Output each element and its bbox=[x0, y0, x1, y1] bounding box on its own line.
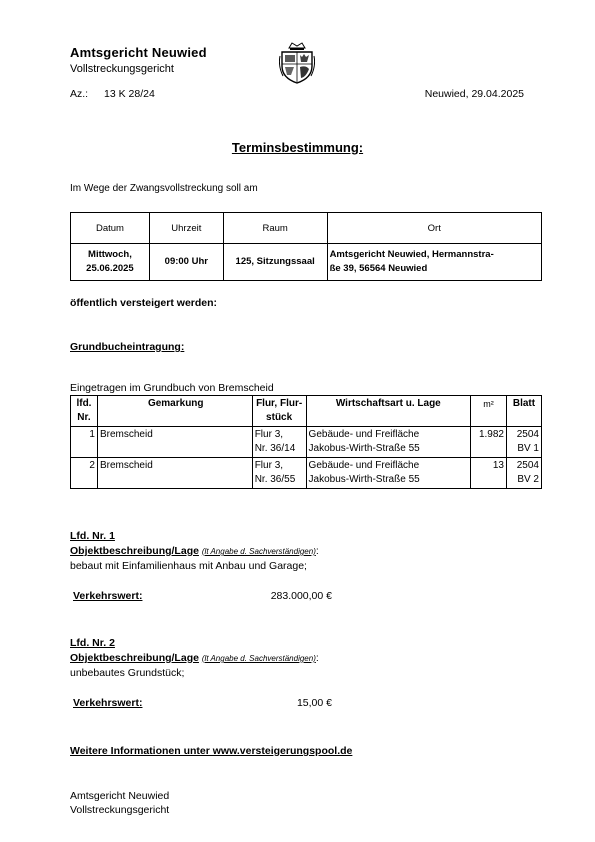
object-1-value-label: Verkehrswert: bbox=[73, 590, 143, 602]
court-department: Vollstreckungsgericht bbox=[70, 63, 174, 75]
schedule-header-place: Ort bbox=[327, 213, 541, 244]
header-area: m² bbox=[471, 396, 507, 427]
schedule-header-time: Uhrzeit bbox=[149, 213, 223, 244]
row-art-line2: Jakobus-Wirth-Straße 55 bbox=[308, 443, 420, 454]
row-flur-line1: Flur 3, bbox=[254, 429, 284, 440]
row-art-line1: Gebäude- und Freifläche bbox=[308, 429, 420, 440]
outcome-text: öffentlich versteigert werden: bbox=[70, 297, 218, 309]
place-date: Neuwied, 29.04.2025 bbox=[424, 88, 524, 100]
row-nr: 2 bbox=[71, 458, 98, 489]
land-register-table bbox=[70, 395, 542, 489]
intro-text: Im Wege der Zwangsvollstreckung soll am bbox=[70, 183, 258, 194]
object-1-label: Objektbeschreibung/Lage bbox=[70, 545, 199, 557]
schedule-place-line1: Amtsgericht Neuwied, Hermannstra- bbox=[329, 249, 494, 260]
row-wirtschaftsart bbox=[306, 427, 470, 458]
header-gemarkung: Gemarkung bbox=[97, 396, 252, 427]
object-1-description: bebaut mit Einfamilienhaus mit Anbau und Garage; bbox=[70, 560, 307, 572]
object-2-note: (lt Angabe d. Sachverständigen) bbox=[201, 654, 316, 663]
object-2-description: unbebautes Grundstück; bbox=[70, 667, 185, 679]
schedule-room: 125, Sitzungssaal bbox=[223, 244, 327, 281]
file-number-label: Az.: bbox=[70, 88, 89, 100]
schedule-header-date: Datum bbox=[71, 213, 150, 244]
file-number: 13 K 28/24 bbox=[104, 88, 155, 100]
row-blatt-line1: 2504 bbox=[516, 460, 539, 471]
row-blatt bbox=[506, 458, 541, 489]
land-register-heading: Grundbucheintragung: bbox=[70, 341, 185, 353]
footer-court-name: Amtsgericht Neuwied bbox=[70, 790, 170, 802]
header-flur-line1: Flur, Flur- bbox=[256, 398, 303, 409]
row-art-line1: Gebäude- und Freifläche bbox=[308, 460, 420, 471]
row-flur bbox=[252, 458, 306, 489]
object-1-heading bbox=[70, 545, 319, 557]
coat-of-arms-icon bbox=[279, 42, 315, 84]
object-1-note: (lt Angabe d. Sachverständigen) bbox=[201, 547, 316, 556]
row-wirtschaftsart bbox=[306, 458, 470, 489]
header-flur-line2: stück bbox=[266, 412, 293, 423]
schedule-header-room: Raum bbox=[223, 213, 327, 244]
document-title: Terminsbestimmung: bbox=[231, 140, 364, 155]
row-gemarkung: Bremscheid bbox=[97, 458, 252, 489]
header-lfd-line2: Nr. bbox=[77, 412, 91, 423]
object-2-label: Objektbeschreibung/Lage bbox=[70, 652, 199, 664]
row-area: 13 bbox=[471, 458, 507, 489]
row-flur bbox=[252, 427, 306, 458]
object-2-colon: : bbox=[315, 652, 319, 664]
schedule-place bbox=[327, 244, 541, 281]
court-name: Amtsgericht Neuwied bbox=[70, 45, 207, 60]
more-info-link[interactable]: Weitere Informationen unter www.versteigerungspool.de bbox=[70, 745, 353, 757]
row-blatt bbox=[506, 427, 541, 458]
object-2-heading bbox=[70, 652, 319, 664]
object-2-value-label: Verkehrswert: bbox=[73, 697, 143, 709]
schedule-date bbox=[71, 244, 150, 281]
register-source: Eingetragen im Grundbuch von Bremscheid bbox=[70, 382, 274, 394]
schedule-place-line2: ße 39, 56564 Neuwied bbox=[329, 263, 428, 274]
object-1-number: Lfd. Nr. 1 bbox=[70, 530, 115, 542]
object-2-number: Lfd. Nr. 2 bbox=[70, 637, 115, 649]
row-art-line2: Jakobus-Wirth-Straße 55 bbox=[308, 474, 420, 485]
row-blatt-line2: BV 2 bbox=[517, 474, 539, 485]
schedule-date-value: 25.06.2025 bbox=[86, 263, 134, 274]
table-row bbox=[71, 427, 542, 458]
header-lfd-line1: lfd. bbox=[76, 398, 92, 409]
table-row bbox=[71, 458, 542, 489]
schedule-time: 09:00 Uhr bbox=[149, 244, 223, 281]
row-nr: 1 bbox=[71, 427, 98, 458]
schedule-table bbox=[70, 212, 542, 281]
header-flur bbox=[252, 396, 306, 427]
row-flur-line2: Nr. 36/55 bbox=[254, 474, 296, 485]
row-blatt-line1: 2504 bbox=[516, 429, 539, 440]
footer-department: Vollstreckungsgericht bbox=[70, 804, 170, 816]
row-area: 1.982 bbox=[471, 427, 507, 458]
object-1-colon: : bbox=[315, 545, 319, 557]
object-2-value: 15,00 € bbox=[296, 697, 332, 709]
row-blatt-line2: BV 1 bbox=[517, 443, 539, 454]
row-flur-line2: Nr. 36/14 bbox=[254, 443, 296, 454]
header-lfd-nr bbox=[71, 396, 98, 427]
row-flur-line1: Flur 3, bbox=[254, 460, 284, 471]
object-1-value: 283.000,00 € bbox=[270, 590, 332, 602]
header-blatt: Blatt bbox=[506, 396, 541, 427]
header-wirtschaftsart: Wirtschaftsart u. Lage bbox=[306, 396, 470, 427]
schedule-weekday: Mittwoch, bbox=[88, 249, 132, 260]
row-gemarkung: Bremscheid bbox=[97, 427, 252, 458]
